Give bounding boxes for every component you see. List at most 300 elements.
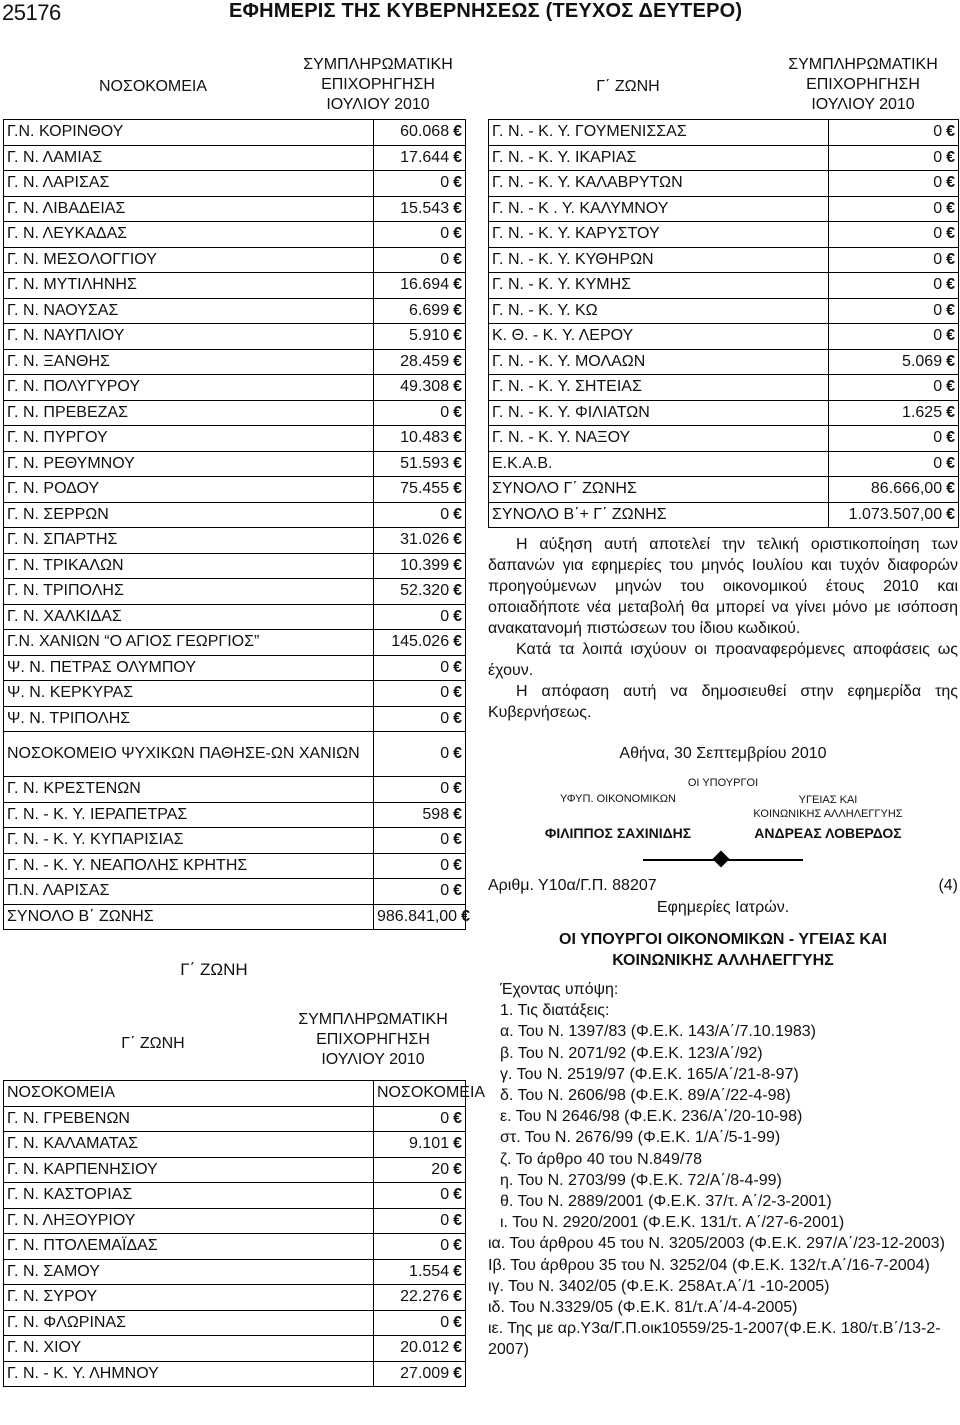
amount-value: 0 [933,276,943,294]
table-row [4,630,466,656]
table-row [489,426,959,452]
euro-icon: € [946,352,955,370]
decision-ref-number: Αριθμ. Υ10α/Γ.Π. 88207 [488,877,657,894]
euro-icon: € [453,301,462,319]
hospital-name: Γ. Ν. ΚΑΛΑΜΑΤΑΣ [4,1132,374,1158]
zone-c-section-title: Γ΄ ΖΩΝΗ [180,960,248,979]
having-regard: Έχοντας υπόψη: [500,981,619,998]
table-row [4,777,466,803]
amount-cell [374,247,466,273]
legal-basis-item: στ. Του Ν. 2676/99 (Φ.Ε.Κ. 1/Α΄/5-1-99) [500,1129,781,1147]
header-line: ΙΟΥΛΙΟΥ 2010 [326,96,430,113]
hospital-name: Γ. Ν. ΣΠΑΡΤΗΣ [4,528,374,554]
amount-cell [829,375,959,401]
table-row [4,1081,466,1107]
table-row [489,349,959,375]
legal-basis-item: ιδ. Του Ν.3329/05 (Φ.Ε.Κ. 81/τ.Α΄/4-4-2005) [488,1299,798,1317]
paragraph-publication: Η απόφαση αυτή να δημοσιευθεί στην εφημερίδα της Κυβερνήσεως. [488,683,958,721]
table-row [4,1361,466,1387]
euro-icon: € [453,684,462,702]
table-row [489,196,959,222]
table-row [489,375,959,401]
table-row [4,1336,466,1362]
hospital-name: Γ. Ν. ΠΥΡΓΟΥ [4,426,374,452]
amount-value: 9.101 [409,1135,450,1153]
header-line: ΣΥΜΠΛΗΡΩΜΑΤΙΚΗ [788,56,938,73]
amount-value: 31.026 [400,531,450,549]
euro-icon: € [453,658,462,676]
table-row [4,247,466,273]
hospital-name: Π.Ν. ΛΑΡΙΣΑΣ [4,879,374,905]
legal-basis-item: 1. Τις διατάξεις: [500,1002,610,1020]
table-row [4,1285,466,1311]
hospital-name: Γ. Ν. - Κ. Υ. ΓΟΥΜΕΝΙΣΣΑΣ [489,120,829,146]
legal-basis-item: δ. Του Ν. 2606/98 (Φ.Ε.Κ. 89/Α΄/22-4-98) [500,1087,791,1105]
euro-icon: € [453,856,462,874]
amount-cell [829,451,959,477]
amount-value: 0 [440,174,450,192]
hospital-name: Γ. Ν. ΜΥΤΙΛΗΝΗΣ [4,273,374,299]
table-row [489,502,959,528]
euro-icon: € [453,882,462,900]
amount-cell [374,171,466,197]
table-row [4,196,466,222]
decision-heading-line: ΚΟΙΝΩΝΙΚΗΣ ΑΛΛΗΛΕΓΓΥΗΣ [612,952,834,969]
hospital-name: Γ. Ν. ΓΡΕΒΕΝΩΝ [4,1106,374,1132]
amount-cell [374,1208,466,1234]
hospital-name: Γ. Ν. - Κ. Υ. ΚΩ [489,298,829,324]
amount-value: 0 [933,148,943,166]
amount-value: 0 [440,882,450,900]
amount-cell [374,477,466,503]
hospital-name: Γ. Ν. ΣΕΡΡΩΝ [4,502,374,528]
amount-value: 0 [933,225,943,243]
legal-basis-item: γ. Του Ν. 2519/97 (Φ.Ε.Κ. 165/Α΄/21-8-97) [500,1065,799,1083]
hospital-name: Ψ. Ν. ΠΕΤΡΑΣ ΟΛΥΜΠΟΥ [4,655,374,681]
decision-heading [488,929,958,971]
legal-basis-item: η. Του Ν. 2703/99 (Φ.Ε.Κ. 72/Α΄/8-4-99) [500,1171,782,1189]
euro-icon: € [946,429,955,447]
amount-value: 60.068 [400,123,450,141]
euro-icon: € [453,1211,462,1229]
amount-cell [374,579,466,605]
decision-text [488,534,958,1361]
hospital-name: ΣΥΝΟΛΟ Γ΄ ΖΩΝΗΣ [489,477,829,503]
amount-cell [374,853,466,879]
decision-ref-count: (4) [938,877,958,894]
amount-cell [374,1183,466,1209]
amount-value: 27.009 [400,1364,450,1382]
euro-icon: € [946,148,955,166]
table-row [4,1132,466,1158]
amount-cell [374,298,466,324]
table-row [4,324,466,350]
amount-cell [374,630,466,656]
table-row [4,1157,466,1183]
hospital-name: Γ. Ν. ΚΑΡΠΕΝΗΣΙΟΥ [4,1157,374,1183]
table-row [4,681,466,707]
euro-icon: € [453,250,462,268]
amount-value: 10.399 [400,556,450,574]
euro-icon: € [453,327,462,345]
amount-cell [374,706,466,732]
minister1-title: ΥΦΥΠ. ΟΙΚΟΝΟΜΙΚΩΝ [560,793,676,805]
euro-icon: € [946,327,955,345]
euro-icon: € [453,1288,462,1306]
amount-value: 0 [440,780,450,798]
hospital-name: Γ. Ν. ΠΟΛΥΓΥΡΟΥ [4,375,374,401]
amount-value: 28.459 [400,352,450,370]
hospital-name: Γ. Ν. - Κ. Υ. ΙΕΡΑΠΕΤΡΑΣ [4,802,374,828]
left-column [3,55,486,1387]
amount-cell [374,1157,466,1183]
table-row [4,477,466,503]
amount-value: 0 [933,378,943,396]
amount-cell [829,324,959,350]
amount-value: 986.841,00 [377,907,458,925]
amount-value: 0 [440,250,450,268]
amount-value: 598 [422,805,450,823]
euro-icon: € [453,831,462,849]
table-row [489,273,959,299]
table-row [489,400,959,426]
decision-subject: Εφημερίες Ιατρών. [656,899,790,916]
table-row [4,502,466,528]
legal-basis-item: β. Του Ν. 2071/92 (Φ.Ε.Κ. 123/Α΄/92) [500,1044,763,1062]
amount-value: 0 [933,429,943,447]
amount-cell [829,426,959,452]
hospital-name: Γ. Ν. ΛΑΡΙΣΑΣ [4,171,374,197]
date-line: Αθήνα, 30 Σεπτεμβρίου 2010 [619,745,827,762]
header-line: ΣΥΜΠΛΗΡΩΜΑΤΙΚΗ [303,56,453,73]
euro-icon: € [453,429,462,447]
header-line: ΕΠΙΧΟΡΗΓΗΣΗ [321,76,435,93]
header-line: ΕΠΙΧΟΡΗΓΗΣΗ [316,1031,430,1048]
amount-cell [374,120,466,146]
amount-cell [374,349,466,375]
amount-cell [374,451,466,477]
amount-value: 20 [431,1160,450,1178]
hospital-name: Γ. Ν. ΜΕΣΟΛΟΓΓΙΟΥ [4,247,374,273]
left-table-header [3,55,465,119]
table-row [4,579,466,605]
euro-icon: € [453,174,462,192]
euro-icon: € [946,301,955,319]
amount-value: 0 [933,454,943,472]
hospital-name: Γ. Ν. ΝΑΟΥΣΑΣ [4,298,374,324]
header-zone-c: Γ΄ ΖΩΝΗ [596,78,660,95]
euro-icon: € [453,148,462,166]
euro-icon: € [946,225,955,243]
amount-cell [374,1285,466,1311]
header-line: ΣΥΜΠΛΗΡΩΜΑΤΙΚΗ [298,1011,448,1028]
header-supplementary-grant [273,1010,473,1070]
amount-cell [374,1310,466,1336]
amount-value: 0 [440,745,450,762]
table-row [4,171,466,197]
legal-basis-item: Ιβ. Του άρθρου 35 του Ν. 3252/04 (Φ.Ε.Κ. 132/τ.Α΄/16-7-2004) [488,1256,930,1274]
hospital-name: Γ. Ν. ΡΟΔΟΥ [4,477,374,503]
page-number: 25176 [2,0,61,25]
amount-cell [374,273,466,299]
table-row [4,1208,466,1234]
amount-value: 0 [440,505,450,523]
euro-icon: € [946,403,955,421]
legal-basis-item: ιε. Της με αρ.Υ3α/Γ.Π.οικ10559/25-1-2007(Φ.Ε.Κ. 180/τ.Β΄/13-2-2007) [488,1320,941,1359]
table-row [4,145,466,171]
amount-value: 52.320 [400,582,450,600]
hospital-name: Γ. Ν. ΣΥΡΟΥ [4,1285,374,1311]
euro-icon: € [946,250,955,268]
hospital-name: Γ. Ν. ΛΙΒΑΔΕΙΑΣ [4,196,374,222]
amount-value: 0 [440,658,450,676]
amount-cell [829,349,959,375]
amount-value: 1.073.507,00 [848,505,943,523]
hospital-name: Γ. Ν. - Κ . Υ. ΚΑΛΥΜΝΟΥ [489,196,829,222]
euro-icon: € [453,1364,462,1382]
hospital-name: Γ. Ν. - Κ. Υ. ΚΥΠΑΡΙΣΙΑΣ [4,828,374,854]
hospital-name: Γ. Ν. ΚΑΣΤΟΡΙΑΣ [4,1183,374,1209]
amount-cell [374,655,466,681]
euro-icon: € [946,454,955,472]
legal-basis-item: ι. Του Ν. 2920/2001 (Φ.Ε.Κ. 131/τ. Α΄/27-6-2001) [500,1214,845,1232]
amount-cell [829,145,959,171]
hospital-name: Γ. Ν. - Κ. Υ. ΝΕΑΠΟΛΗΣ ΚΡΗΤΗΣ [4,853,374,879]
amount-value: 0 [440,709,450,727]
table-row [489,247,959,273]
header-line: ΙΟΥΛΙΟΥ 2010 [811,96,915,113]
amount-value: 5.069 [902,352,943,370]
euro-icon: € [946,480,955,498]
amount-cell [374,400,466,426]
table-row [4,706,466,732]
amount-cell [374,1361,466,1387]
amount-value: 5.910 [409,327,450,345]
euro-icon: € [453,225,462,243]
table-row [4,222,466,248]
euro-icon: € [453,1135,462,1153]
hospital-name: Γ. Ν. - Κ. Υ. ΚΑΛΑΒΡΥΤΩΝ [489,171,829,197]
table-row [489,171,959,197]
hospital-name: Γ. Ν. ΣΑΜΟΥ [4,1259,374,1285]
hospital-name: ΣΥΝΟΛΟ Β΄ ΖΩΝΗΣ [4,904,374,930]
minister1-name: ΦΙΛΙΠΠΟΣ ΣΑΧΙΝΙΔΗΣ [544,825,692,841]
table-row [489,477,959,503]
table-row [489,324,959,350]
hospital-name: Γ. Ν. - Κ. Υ. ΜΟΛΑΩΝ [489,349,829,375]
amount-cell [374,145,466,171]
table-row [489,145,959,171]
hospital-name: Γ. Ν. ΞΑΝΘΗΣ [4,349,374,375]
euro-icon: € [453,1262,462,1280]
euro-icon: € [946,174,955,192]
amount-cell [829,247,959,273]
hospital-name: Γ. Ν. ΠΤΟΛΕΜΑΪΔΑΣ [4,1234,374,1260]
right-column [488,55,958,1361]
amount-cell [374,681,466,707]
euro-icon: € [453,556,462,574]
decision-ref [488,877,958,899]
table-row [4,1310,466,1336]
euro-icon: € [453,352,462,370]
euro-icon: € [946,505,955,523]
decision-heading-line: ΟΙ ΥΠΟΥΡΓΟΙ ΟΙΚΟΝΟΜΙΚΩΝ - ΥΓΕΙΑΣ ΚΑΙ [559,931,887,948]
amount-cell [829,400,959,426]
amount-value: 0 [933,301,943,319]
hospital-name: Γ. Ν. - Κ. Υ. ΛΗΜΝΟΥ [4,1361,374,1387]
euro-icon: € [453,1339,462,1357]
hospital-name: Γ. Ν. - Κ. Υ. ΚΥΜΗΣ [489,273,829,299]
euro-icon: € [453,1237,462,1255]
euro-icon: € [453,780,462,798]
amount-value: 0 [933,123,943,141]
euro-icon: € [453,805,462,823]
hospital-name: Γ. Ν. - Κ. Υ. ΙΚΑΡΙΑΣ [489,145,829,171]
left-hospital-table [3,119,470,930]
minister2-title [728,793,928,821]
amount-value: 0 [440,403,450,421]
amount-value: 0 [440,225,450,243]
amount-cell [374,528,466,554]
amount-value: 0 [440,1109,450,1127]
minister2-name: ΑΝΔΡΕΑΣ ΛΟΒΕΡΔΟΣ [754,825,902,841]
table-row [4,828,466,854]
amount-value: 6.699 [409,301,450,319]
euro-icon: € [946,123,955,141]
euro-icon: € [453,199,462,217]
header-line: ΕΠΙΧΟΡΗΓΗΣΗ [806,76,920,93]
euro-icon: € [453,607,462,625]
amount-value: 0 [440,607,450,625]
hospital-name: Γ. Ν. ΛΕΥΚΑΔΑΣ [4,222,374,248]
table-row [489,298,959,324]
amount-cell [374,222,466,248]
header-line: ΙΟΥΛΙΟΥ 2010 [321,1051,425,1068]
table-row [4,879,466,905]
amount-value: 0 [933,199,943,217]
table-row [4,120,466,146]
table-row [4,349,466,375]
euro-icon: € [453,1186,462,1204]
legal-basis-item: ε. Του Ν 2646/98 (Φ.Ε.Κ. 236/Α΄/20-10-98) [500,1108,803,1126]
euro-icon: € [946,378,955,396]
header-supplementary-grant [293,55,463,115]
table-row [489,120,959,146]
amount-cell [374,324,466,350]
amount-cell [829,120,959,146]
euro-icon: € [453,276,462,294]
hospital-name: Γ. Ν. ΤΡΙΚΑΛΩΝ [4,553,374,579]
amount-value: 0 [440,831,450,849]
table-row [489,451,959,477]
minister2-title-line: ΥΓΕΙΑΣ ΚΑΙ [798,794,858,806]
amount-value: 145.026 [391,633,450,651]
header-zone-c: Γ΄ ΖΩΝΗ [121,1035,185,1052]
amount-value: 0 [440,1186,450,1204]
euro-icon: € [453,531,462,549]
euro-icon: € [946,199,955,217]
table-row [4,1183,466,1209]
right-hospital-table [488,119,959,528]
amount-cell [374,879,466,905]
table-row [4,528,466,554]
amount-cell [829,298,959,324]
euro-icon: € [946,276,955,294]
hospital-name: ΝΟΣΟΚΟΜΕΙΟ ΨΥΧΙΚΩΝ ΠΑΘΗΣΕ-ΩΝ ΧΑΝΙΩΝ [4,732,374,777]
hospital-name: Γ. Ν. ΡΕΘΥΜΝΟΥ [4,451,374,477]
paragraph-remaining-valid: Κατά τα λοιπά ισχύουν οι προαναφερόμενες αποφάσεις ως έχουν. [488,641,958,679]
amount-cell [374,196,466,222]
amount-cell [374,802,466,828]
hospital-name: Ε.Κ.Α.Β. [489,451,829,477]
amount-cell [829,502,959,528]
hospital-name: Γ. Ν. - Κ. Υ. ΚΑΡΥΣΤΟΥ [489,222,829,248]
amount-cell [374,904,470,930]
ministers-label: ΟΙ ΥΠΟΥΡΓΟΙ [687,777,759,789]
hospital-name: Γ. Ν. - Κ. Υ. ΦΙΛΙΑΤΩΝ [489,400,829,426]
legal-basis-item: α. Του Ν. 1397/83 (Φ.Ε.Κ. 143/Α΄/7.10.1983) [500,1023,816,1041]
amount-cell [374,777,466,803]
euro-icon: € [453,1313,462,1331]
amount-value: 0 [440,1211,450,1229]
table-row [4,553,466,579]
amount-cell [829,477,959,503]
hospital-name: Γ. Ν. - Κ. Υ. ΣΗΤΕΙΑΣ [489,375,829,401]
amount-cell [374,1234,466,1260]
header-supplementary-grant [768,55,958,115]
legal-basis-item: ια. Του άρθρου 45 του Ν. 3205/2003 (Φ.Ε.Κ. 297/Α΄/23-12-2003) [488,1235,945,1253]
gazette-title: ΕΦΗΜΕΡΙΣ ΤΗΣ ΚΥΒΕΡΝΗΣΕΩΣ (ΤΕΥΧΟΣ ΔΕΥΤΕΡΟ) [229,0,743,22]
hospital-name: Γ. Ν. ΚΡΕΣΤΕΝΩΝ [4,777,374,803]
table-row [4,273,466,299]
table-row [4,298,466,324]
amount-value: 0 [933,250,943,268]
column-header-hospitals: ΝΟΣΟΚΟΜΕΙΑ [374,1081,466,1107]
legal-basis-item: θ. Του Ν. 2889/2001 (Φ.Ε.Κ. 37/τ. Α΄/2-3-2001) [500,1193,832,1211]
table-row [4,655,466,681]
hospital-name: Γ. Ν. ΛΗΞΟΥΡΙΟΥ [4,1208,374,1234]
amount-value: 0 [933,174,943,192]
amount-cell [374,502,466,528]
column-header-hospitals: ΝΟΣΟΚΟΜΕΙΑ [4,1081,374,1107]
minister-titles [488,789,958,819]
hospital-name: Γ. Ν. - Κ. Υ. ΝΑΞΟΥ [489,426,829,452]
amount-cell [374,553,466,579]
amount-cell [829,171,959,197]
legal-basis-item: ιγ. Του Ν. 3402/05 (Φ.Ε.Κ. 258Ατ.Α΄/1 -10-2005) [488,1277,830,1295]
amount-value: 0 [440,684,450,702]
amount-cell [374,604,466,630]
amount-value: 0 [440,1237,450,1255]
table-row [4,1259,466,1285]
amount-cell [374,1106,466,1132]
amount-cell [829,222,959,248]
amount-cell [829,273,959,299]
amount-value: 0 [440,856,450,874]
table-row [4,451,466,477]
hospital-name: Κ. Θ. - Κ. Υ. ΛΕΡΟΥ [489,324,829,350]
minister2-title-line: ΚΟΙΝΩΝΙΚΗΣ ΑΛΛΗΛΕΓΓΥΗΣ [753,808,903,820]
euro-icon: € [453,1160,462,1178]
hospital-name: Γ. Ν. ΤΡΙΠΟΛΗΣ [4,579,374,605]
amount-value: 17.644 [400,148,450,166]
euro-icon: € [453,745,462,762]
minister-names [488,825,958,849]
amount-value: 20.012 [400,1339,450,1357]
amount-cell [829,196,959,222]
amount-cell [374,828,466,854]
hospital-name: Ψ. Ν. ΚΕΡΚΥΡΑΣ [4,681,374,707]
